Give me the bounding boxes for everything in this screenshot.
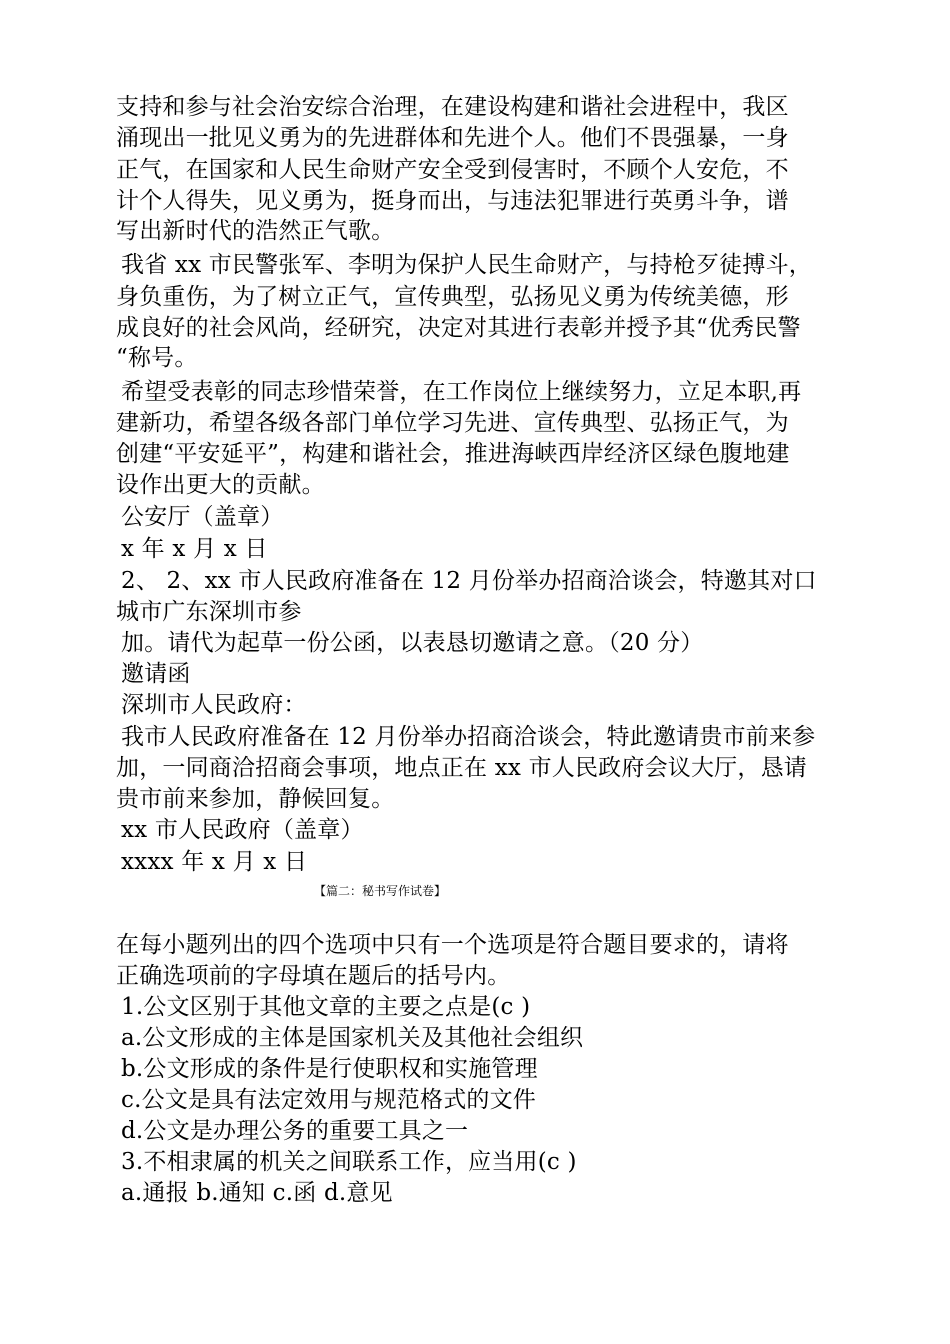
paragraph-line: 加，一同商洽招商会事项，地点正在 xx 市人民政府会议大厅，恳请 (116, 755, 807, 781)
date-line: x 年 x 月 x 日 (121, 536, 268, 562)
paragraph-line: 涌现出一批见义勇为的先进群体和先进个人。他们不畏强暴，一身 (116, 125, 789, 151)
paragraph-line: 在每小题列出的四个选项中只有一个选项是符合题目要求的，请将 (116, 932, 789, 958)
paragraph-line: 建新功，希望各级各部门单位学习先进、宣传典型、弘扬正气，为 (116, 410, 789, 436)
letter-salutation: 深圳市人民政府： (121, 692, 307, 718)
paragraph-line: 成良好的社会风尚，经研究，决定对其进行表彰并授予其“优秀民警 (116, 315, 801, 341)
section-caption: 【篇二：秘书写作试卷】 (313, 884, 446, 898)
paragraph-line: 正确选项前的字母填在题后的括号内。 (116, 963, 511, 989)
paragraph-line: 设作出更大的贡献。 (116, 472, 325, 498)
question-line: 城市广东深圳市参 (116, 599, 302, 625)
paragraph-line: 创建“平安延平”，构建和谐社会，推进海峡西岸经济区绿色腹地建 (116, 441, 790, 467)
signature-line: 公安厅（盖章） (121, 504, 284, 530)
paragraph-line: 支持和参与社会治安综合治理，在建设构建和谐社会进程中，我区 (116, 94, 789, 120)
option-line: a.公文形成的主体是国家机关及其他社会组织 (121, 1025, 584, 1051)
date-line: xxxx 年 x 月 x 日 (121, 849, 308, 875)
paragraph-line: “称号。 (116, 345, 198, 371)
paragraph-line: 身负重伤，为了树立正气，宣传典型，弘扬见义勇为传统美德，形 (116, 284, 789, 310)
signature-line: xx 市人民政府（盖章） (121, 817, 364, 843)
question-line: 1.公文区别于其他文章的主要之点是(c ) (121, 994, 531, 1020)
paragraph-line: 希望受表彰的同志珍惜荣誉，在工作岗位上继续努力，立足本职,再 (121, 379, 802, 405)
paragraph-line: 计个人得失，见义勇为，挺身而出，与违法犯罪进行英勇斗争，谱 (116, 188, 789, 214)
option-line: c.公文是具有法定效用与规范格式的文件 (121, 1087, 536, 1113)
option-line: a.通报 b.通知 c.函 d.意见 (121, 1180, 393, 1206)
option-line: b.公文形成的条件是行使职权和实施管理 (121, 1056, 538, 1082)
question-line: 2、 2、xx 市人民政府准备在 12 月份举办招商洽谈会，特邀其对口 (121, 568, 817, 594)
paragraph-line: 写出新时代的浩然正气歌。 (116, 218, 395, 244)
paragraph-line: 我省 xx 市民警张军、李明为保护人民生命财产，与持枪歹徒搏斗， (121, 252, 812, 278)
paragraph-line: 贵市前来参加，静候回复。 (116, 786, 395, 812)
question-line: 3.不相隶属的机关之间联系工作，应当用(c ) (121, 1149, 577, 1175)
option-line: d.公文是办理公务的重要工具之一 (121, 1118, 469, 1144)
paragraph-line: 正气，在国家和人民生命财产安全受到侵害时，不顾个人安危，不 (116, 157, 789, 183)
letter-title: 邀请函 (121, 661, 191, 687)
paragraph-line: 我市人民政府准备在 12 月份举办招商洽谈会，特此邀请贵市前来参 (121, 724, 816, 750)
question-line: 加。请代为起草一份公函，以表恳切邀请之意。（20 分） (121, 630, 704, 656)
